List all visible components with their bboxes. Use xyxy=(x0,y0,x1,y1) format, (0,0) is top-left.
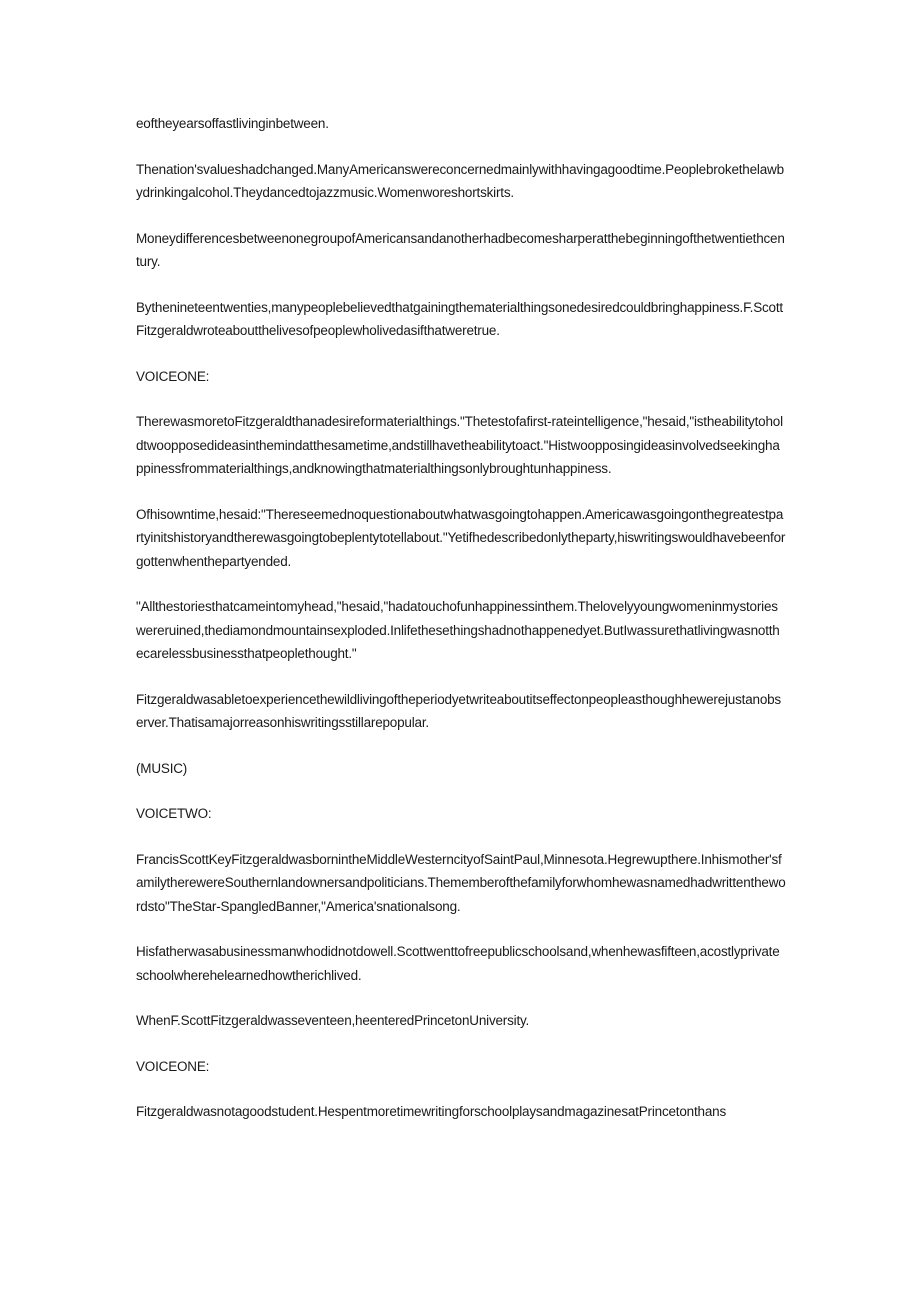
paragraph-13: Hisfatherwasabusinessmanwhodidnotdowell.Scottwenttofreepublicschoolsand,whenhewasfifteen,acostlyprivateschoolwherehelearnedhowtherichlived. xyxy=(136,944,780,983)
paragraph-6: TherewasmoretoFitzgeraldthanadesireformaterialthings."Thetestofafirst-rateintelligence,"hesaid,"istheabilitytoholdtwoopposedideasinthemindatthesametime,andstillhavetheabilitytoact."Histwoopposingideasinvolvedseekinghappinessfrommaterialthings,andknowingthatmaterialthingsonlybroughtunhappiness. xyxy=(136,414,783,476)
paragraph-1: eoftheyearsoffastlivinginbetween. xyxy=(136,116,329,131)
paragraph-12: FrancisScottKeyFitzgeraldwasbornintheMiddleWesterncityofSaintPaul,Minnesota.Hegrewupthere.Inhismother'sfamilytherewereSouthernlandownersandpoliticians.Thememberofthefamilyforwhomhewasnamedhadwrittenthewordsto"TheStar-SpangledBanner,"America'snationalsong. xyxy=(136,851,786,914)
paragraph-9: Fitzgeraldwasabletoexperiencethewildlivingoftheperiodyetwriteaboutitseffectonpeopleasthoughhewerejustanobserver.Thatisamajorreasonhiswritingsstillarepopular. xyxy=(136,691,781,730)
paragraph-8: "Allthestoriesthatcameintomyhead,"hesaid,"hadatouchofunhappinessinthem.Thelovelyyoungwomeninmystorieswereruined,thediamondmountainsexploded.Inlifethesethingshadnothappenedyet.ButIwassurethatlivingwasnotthecarelessbusinessthatpeoplethought." xyxy=(136,599,780,661)
paragraph-4: Bythenineteentwenties,manypeoplebelievedthatgainingthematerialthingsonedesiredcouldbringhappiness.F.ScottFitzgeraldwroteaboutthelivesofpeoplewholivedasifthatweretrue. xyxy=(136,299,783,338)
speaker-label-voice-one-2: VOICEONE: xyxy=(136,1058,210,1074)
paragraph-3: MoneydifferencesbetweenonegroupofAmericansandanotherhadbecomesharperatthebeginningofthetwentiethcentury. xyxy=(136,230,785,269)
paragraph-16: Fitzgeraldwasnotagoodstudent.HespentmoretimewritingforschoolplaysandmagazinesatPrincetonthans xyxy=(136,1104,726,1119)
music-cue: (MUSIC) xyxy=(136,760,188,776)
speaker-label-voice-one: VOICEONE: xyxy=(136,368,210,384)
paragraph-14: WhenF.ScottFitzgeraldwasseventeen,heenteredPrincetonUniversity. xyxy=(136,1013,530,1028)
speaker-label-voice-two: VOICETWO: xyxy=(136,806,212,821)
paragraph-7: Ofhisowntime,hesaid:"Thereseemednoquestionaboutwhatwasgoingtohappen.Americawasgoingonthegreatestpartyinitshistoryandtherewasgoingtobeplentytotellabout."Yetifhedescribedonlytheparty,hiswritingswouldhavebeenforgottenwhenthepartyended. xyxy=(136,506,786,569)
document-page xyxy=(136,112,786,1146)
paragraph-2: Thenation'svalueshadchanged.ManyAmericanswereconcernedmainlywithhavingagoodtime.Peoplebrokethelawbydrinkingalcohol.Theydancedtojazzmusic.Womenworeshortskirts. xyxy=(136,161,784,200)
